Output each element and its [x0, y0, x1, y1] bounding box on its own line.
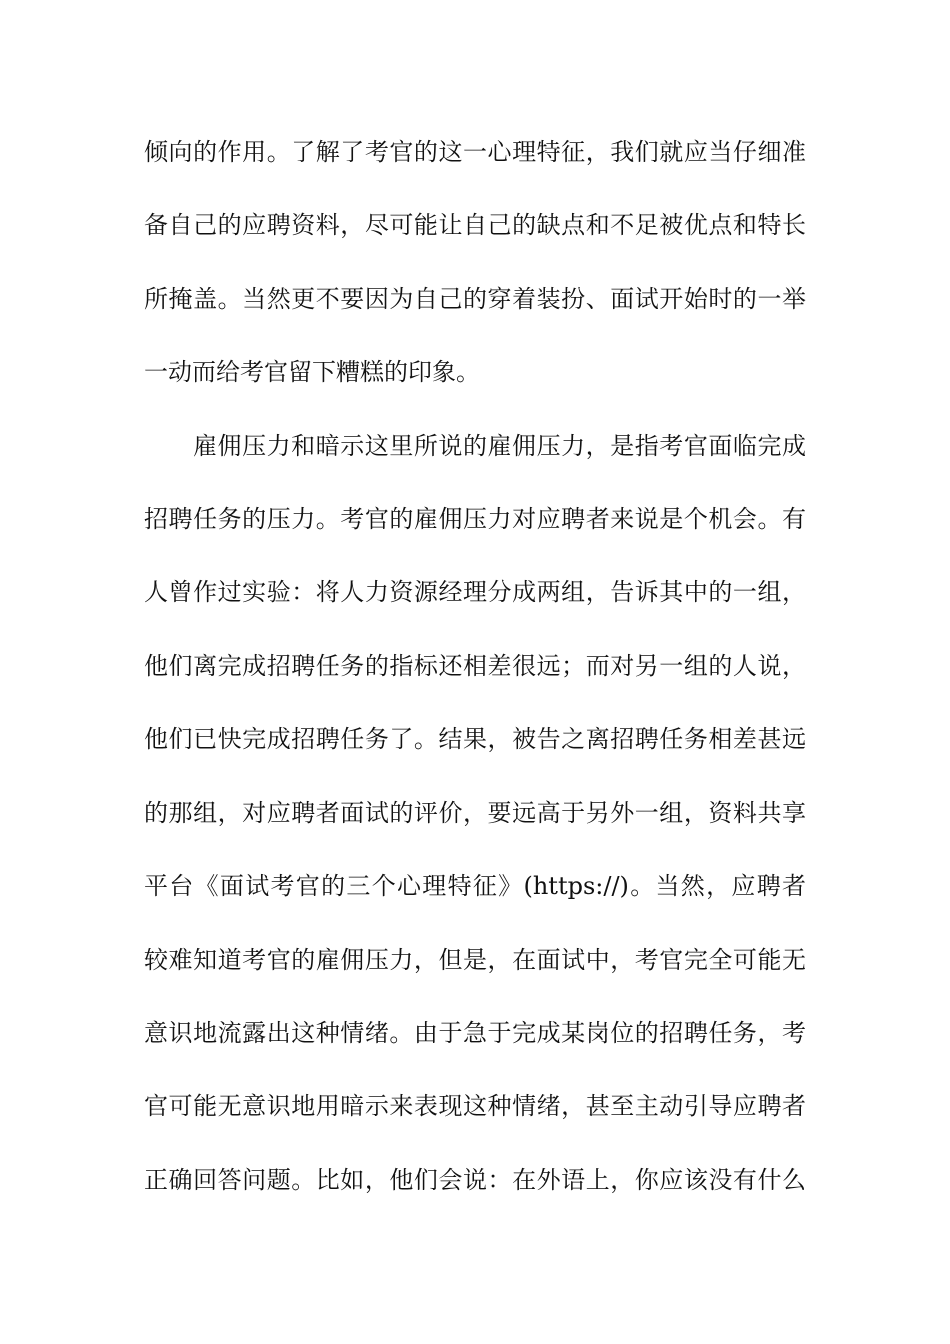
text-line: 一动而给考官留下糟糕的印象。	[144, 358, 480, 386]
text-line: 平台《面试考官的三个心理特征》(https://)。当然，应聘者	[144, 872, 806, 900]
text-line: 较难知道考官的雇佣压力，但是，在面试中，考官完全可能无	[144, 946, 806, 974]
paragraph-first-line: 雇佣压力和暗示这里所说的雇佣压力，是指考官面临完成	[193, 432, 806, 460]
text-line: 他们已快完成招聘任务了。结果，被告之离招聘任务相差甚远	[144, 725, 806, 753]
text-line: 备自己的应聘资料，尽可能让自己的缺点和不足被优点和特长	[144, 211, 806, 239]
text-line: 他们离完成招聘任务的指标还相差很远；而对另一组的人说，	[144, 652, 806, 680]
text-line: 的那组，对应聘者面试的评价，要远高于另外一组，资料共享	[144, 799, 806, 827]
text-line: 招聘任务的压力。考官的雇佣压力对应聘者来说是个机会。有	[144, 505, 806, 533]
text-line: 官可能无意识地用暗示来表现这种情绪，甚至主动引导应聘者	[144, 1092, 806, 1120]
text-line: 倾向的作用。了解了考官的这一心理特征，我们就应当仔细准	[144, 138, 806, 166]
text-line: 意识地流露出这种情绪。由于急于完成某岗位的招聘任务，考	[144, 1019, 806, 1047]
text-line: 正确回答问题。比如，他们会说：在外语上，你应该没有什么	[144, 1166, 806, 1194]
text-line: 所掩盖。当然更不要因为自己的穿着装扮、面试开始时的一举	[144, 285, 806, 313]
text-line: 人曾作过实验：将人力资源经理分成两组，告诉其中的一组，	[144, 578, 806, 606]
